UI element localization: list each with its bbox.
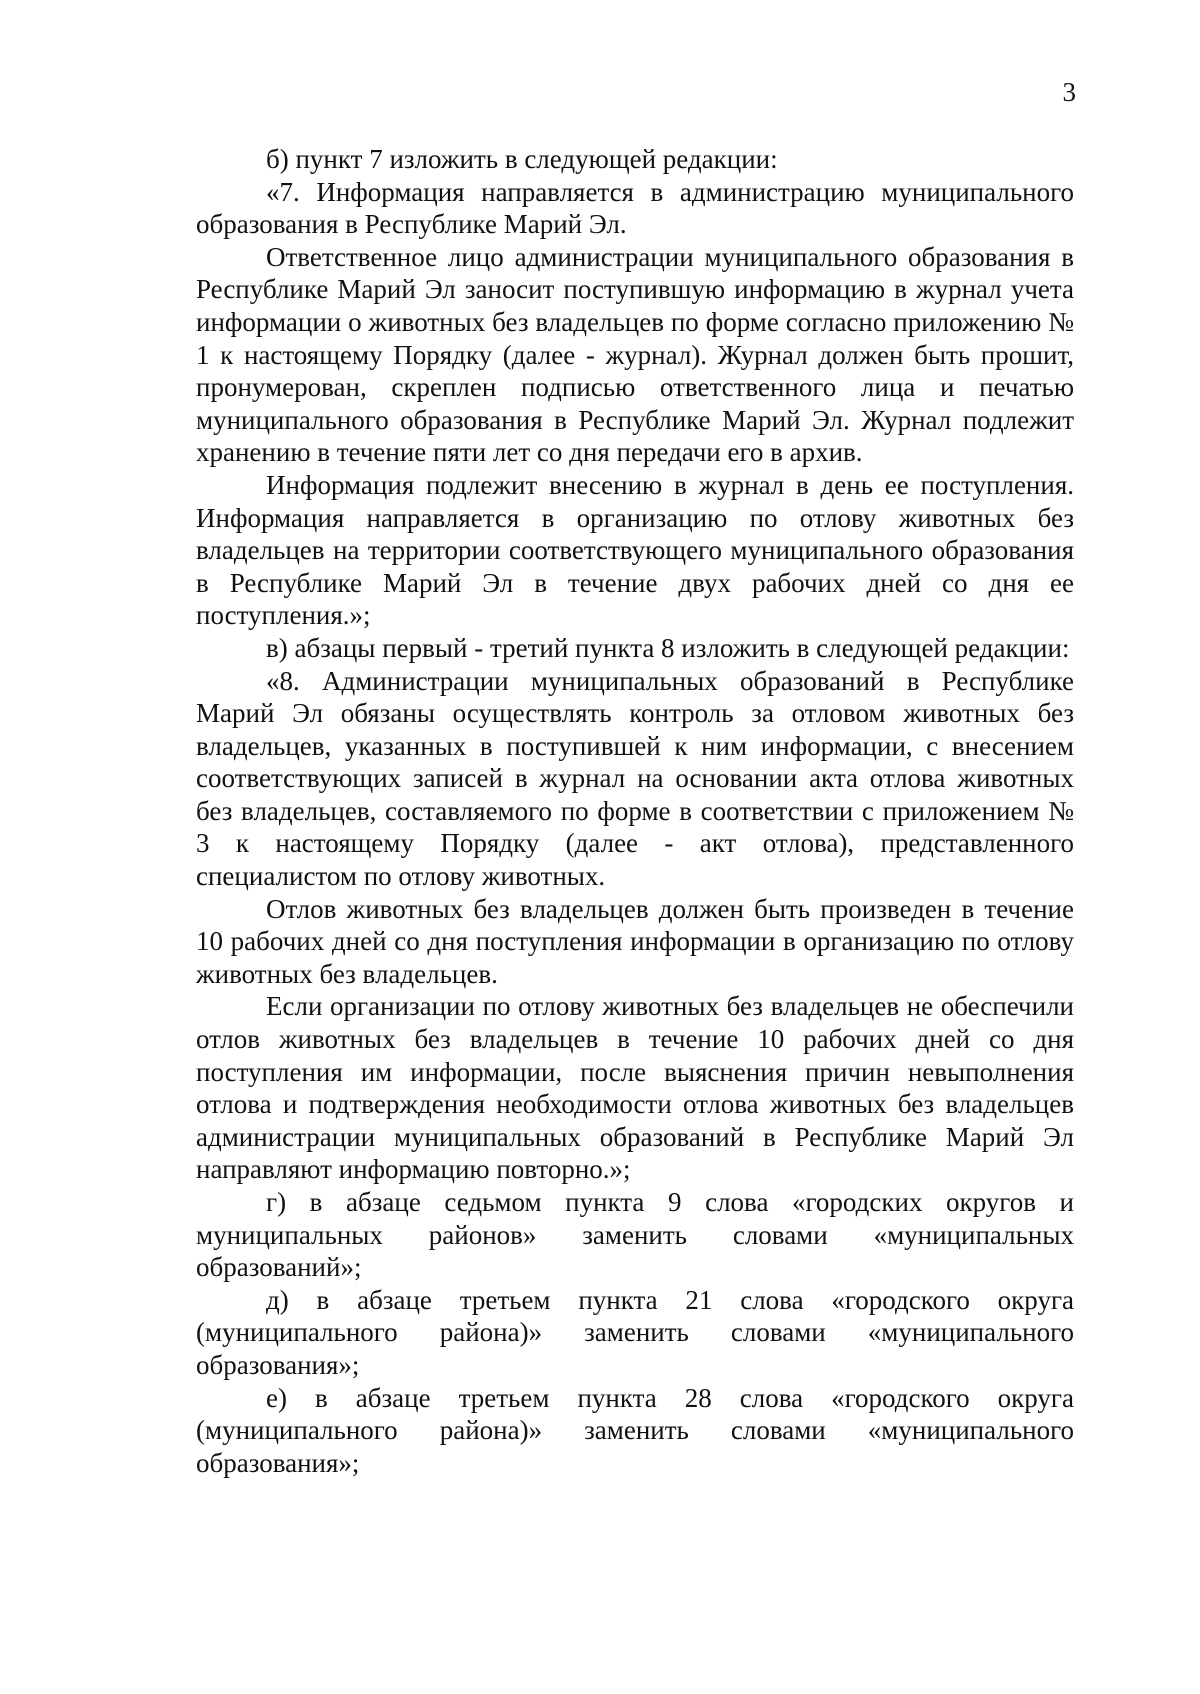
document-body: [196, 143, 1074, 1479]
paragraph-responsible-person: Ответственное лицо администрации муниципального образования в Республике Марий Эл заносит поступившую информацию в журнал учета информации о животных без владельцев по форме согласно приложению № 1 к настоящему Порядку (далее - журнал). Журнал должен быть прошит, пронумерован, скреплен подписью ответственного лица и печатью муниципального образования в Республике Марий Эл. Журнал подлежит хранению в течение пяти лет со дня передачи его в архив.: [196, 241, 1074, 468]
paragraph-capture-deadline: Отлов животных без владельцев должен быть произведен в течение 10 рабочих дней со дня поступления информации в организацию по отлову животных без владельцев.: [196, 893, 1074, 989]
page-number: 3: [1062, 77, 1076, 107]
paragraph-repeat-information: Если организации по отлову животных без владельцев не обеспечили отлов животных без владельцев в течение 10 рабочих дней со дня поступления им информации, после выяснения причин невыполнения отлова и подтверждения необходимости отлова животных без владельцев администрации муниципальных образований в Республике Марий Эл направляют информацию повторно.»;: [196, 991, 1074, 1185]
paragraph-item-d: д) в абзаце третьем пункта 21 слова «городского округа (муниципального района)» заменить словами «муниципального образования»;: [196, 1284, 1074, 1380]
paragraph-item-e: е) в абзаце третьем пункта 28 слова «городского округа (муниципального района)» заменить словами «муниципального образования»;: [196, 1382, 1074, 1478]
paragraph-information-entry: Информация подлежит внесению в журнал в день ее поступления. Информация направляется в организацию по отлову животных без владельцев на территории соответствующего муниципального образования в Республике Марий Эл в течение двух рабочих дней со дня ее поступления.»;: [196, 469, 1074, 631]
paragraph-item-b: б) пункт 7 изложить в следующей редакции:: [266, 144, 778, 174]
paragraph-point-7: «7. Информация направляется в администрацию муниципального образования в Республике Марий Эл.: [196, 176, 1074, 240]
paragraph-item-g: г) в абзаце седьмом пункта 9 слова «городских округов и муниципальных районов» заменить словами «муниципальных образований»;: [196, 1187, 1074, 1283]
paragraph-point-8: «8. Администрации муниципальных образований в Республике Марий Эл обязаны осуществлять контроль за отловом животных без владельцев, указанных в поступившей к ним информации, с внесением соответствующих записей в журнал на основании акта отлова животных без владельцев, составляемого по форме в соответствии с приложением № 3 к настоящему Порядку (далее - акт отлова), представленного специалистом по отлову животных.: [196, 665, 1074, 892]
paragraph-item-v: в) абзацы первый - третий пункта 8 изложить в следующей редакции:: [266, 632, 1070, 663]
